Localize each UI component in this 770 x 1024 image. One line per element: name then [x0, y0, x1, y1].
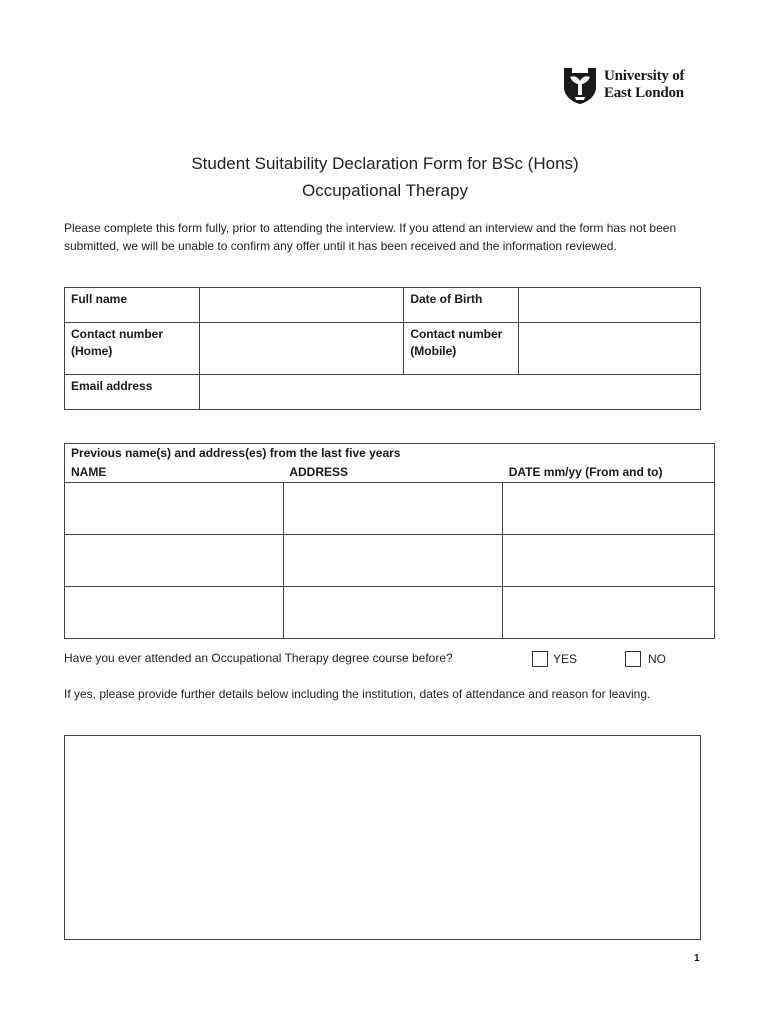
email-label: Email address [65, 375, 200, 410]
logo-line-2: East London [604, 85, 684, 101]
table-row [65, 483, 715, 535]
full-name-field[interactable] [200, 288, 404, 323]
course-question: Have you ever attended an Occupational Therapy degree course before? [64, 651, 453, 665]
address-cell[interactable] [283, 483, 502, 535]
dob-label: Date of Birth [404, 288, 519, 323]
intro-paragraph: Please complete this form fully, prior to attending the interview. If you attend an interview and the form has not been submitted, we will be unable to confirm any offer until it has been received and the information reviewed. [64, 221, 677, 253]
contact-home-field[interactable] [200, 323, 404, 375]
details-instructions: If yes, please provide further details below including the institution, dates of attendance and reason for leaving. [64, 687, 651, 701]
further-details-textarea[interactable] [64, 735, 701, 940]
title-line-1: Student Suitability Declaration Form for BSc (Hons) [191, 154, 579, 173]
previous-addresses-table [64, 443, 715, 639]
no-checkbox[interactable] [625, 651, 641, 667]
form-title [0, 150, 770, 204]
column-header-date: DATE mm/yy (From and to) [503, 463, 715, 483]
contact-mobile-field[interactable] [519, 323, 701, 375]
page-number: 1 [694, 953, 700, 964]
name-cell[interactable] [65, 535, 284, 587]
table-row [65, 587, 715, 639]
column-header-address: ADDRESS [283, 463, 502, 483]
address-cell[interactable] [283, 587, 502, 639]
name-cell[interactable] [65, 587, 284, 639]
full-name-label: Full name [65, 288, 200, 323]
previous-addresses-heading: Previous name(s) and address(es) from the last five years [65, 444, 715, 464]
yes-checkbox[interactable] [532, 651, 548, 667]
university-logo [562, 65, 712, 109]
yes-label: YES [553, 652, 578, 666]
logo-line-1: University of [604, 68, 685, 84]
no-label: NO [648, 652, 666, 666]
title-line-2: Occupational Therapy [301, 181, 468, 200]
date-cell[interactable] [503, 587, 715, 639]
contact-mobile-label: Contact number (Mobile) [404, 323, 519, 375]
dob-field[interactable] [519, 288, 701, 323]
email-field[interactable] [200, 375, 701, 410]
logo-text [604, 68, 684, 102]
name-cell[interactable] [65, 483, 284, 535]
column-header-name: NAME [65, 463, 284, 483]
personal-details-table [64, 287, 701, 410]
date-cell[interactable] [503, 535, 715, 587]
date-cell[interactable] [503, 483, 715, 535]
contact-home-label: Contact number (Home) [65, 323, 200, 375]
crest-icon [562, 65, 598, 105]
address-cell[interactable] [283, 535, 502, 587]
table-row [65, 535, 715, 587]
